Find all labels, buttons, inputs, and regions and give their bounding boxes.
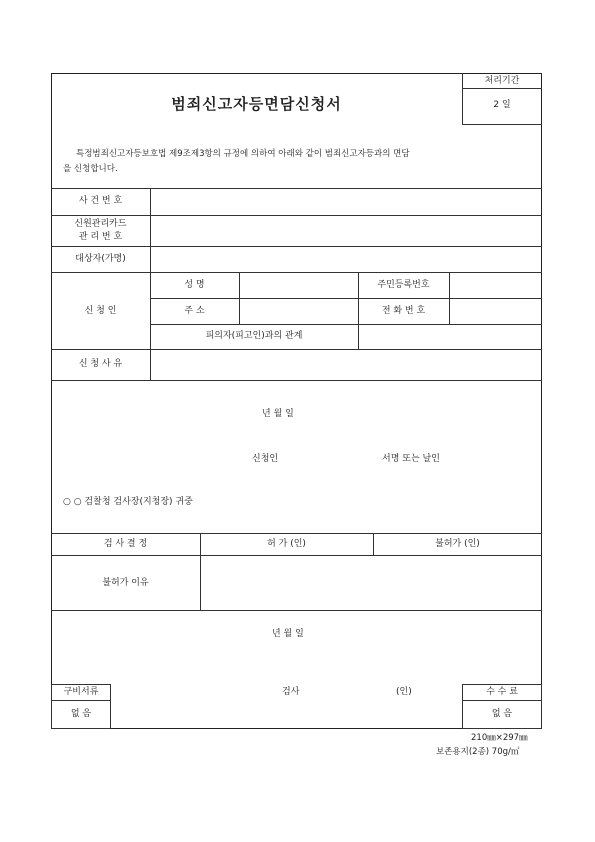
fee-value: 없 음 xyxy=(491,709,513,719)
docs-value: 없 음 xyxy=(70,709,92,719)
applicant-label: 신 청 인 xyxy=(84,306,117,316)
processing-period-label: 처리기간 xyxy=(484,76,520,86)
case-number-field[interactable] xyxy=(150,189,542,215)
relation-label: 피의자(피고인)과의 관계 xyxy=(205,331,303,341)
target-alias-label: 대상자(가명) xyxy=(75,254,126,264)
card-number-label-2: 관 리 번 호 xyxy=(78,232,123,242)
intro-line-2: 을 신청합니다. xyxy=(63,164,118,174)
docs-box-divider xyxy=(51,700,111,701)
address-field[interactable] xyxy=(240,299,358,324)
row-line xyxy=(51,610,542,611)
resident-number-label: 주민등록번호 xyxy=(377,280,430,290)
card-number-label-1: 신원관리카드 xyxy=(74,219,127,229)
application-date: 년 월 일 xyxy=(262,409,294,419)
intro-line-1: 특정범죄신고자등보호법 제9조제3항의 규정에 의하여 아래와 같이 범죄신고자등과의 면담 xyxy=(76,149,410,159)
phone-field[interactable] xyxy=(450,299,542,324)
page-title: 범죄신고자등면담신청서 xyxy=(171,95,342,113)
prosecutor-seal: (인) xyxy=(396,687,412,697)
address-label: 주 소 xyxy=(184,306,205,316)
target-alias-field[interactable] xyxy=(150,247,542,272)
row-line xyxy=(51,380,542,381)
permit-label: 허 가 (인) xyxy=(267,539,306,549)
applicant-sign-label: 신청인 xyxy=(252,454,279,464)
decision-date: 년 월 일 xyxy=(272,629,304,639)
phone-label: 전 화 번 호 xyxy=(381,306,426,316)
deny-reason-field[interactable] xyxy=(201,556,542,610)
reason-label: 신 청 사 유 xyxy=(78,359,123,369)
deny-label: 불허가 (인) xyxy=(435,539,480,549)
deny-reason-label: 불허가 이유 xyxy=(102,578,149,588)
docs-label: 구비서류 xyxy=(63,687,99,697)
card-number-field[interactable] xyxy=(150,216,542,246)
sign-or-seal-label: 서명 또는 날인 xyxy=(382,454,440,464)
resident-number-field[interactable] xyxy=(450,273,542,298)
fee-box-divider xyxy=(462,700,542,701)
period-box-bottom xyxy=(462,124,542,125)
reason-field[interactable] xyxy=(150,350,542,380)
period-box-divider xyxy=(462,88,542,89)
size-note: 210㎜×297㎜ xyxy=(471,733,528,743)
addressee: ○ ○ 검찰청 검사장(지청장) 귀중 xyxy=(63,497,193,507)
paper-note: 보존용지(2종) 70g/㎡ xyxy=(436,747,520,757)
relation-field[interactable] xyxy=(359,325,542,349)
processing-period-value: 2 일 xyxy=(493,100,511,110)
case-number-label: 사 건 번 호 xyxy=(78,196,123,206)
name-field[interactable] xyxy=(240,273,358,298)
prosecutor-label: 검사 xyxy=(282,687,300,697)
fee-label: 수 수 료 xyxy=(486,687,518,697)
name-label: 성 명 xyxy=(184,280,205,290)
row-line xyxy=(51,533,542,534)
decision-header: 검 사 결 정 xyxy=(103,539,148,549)
